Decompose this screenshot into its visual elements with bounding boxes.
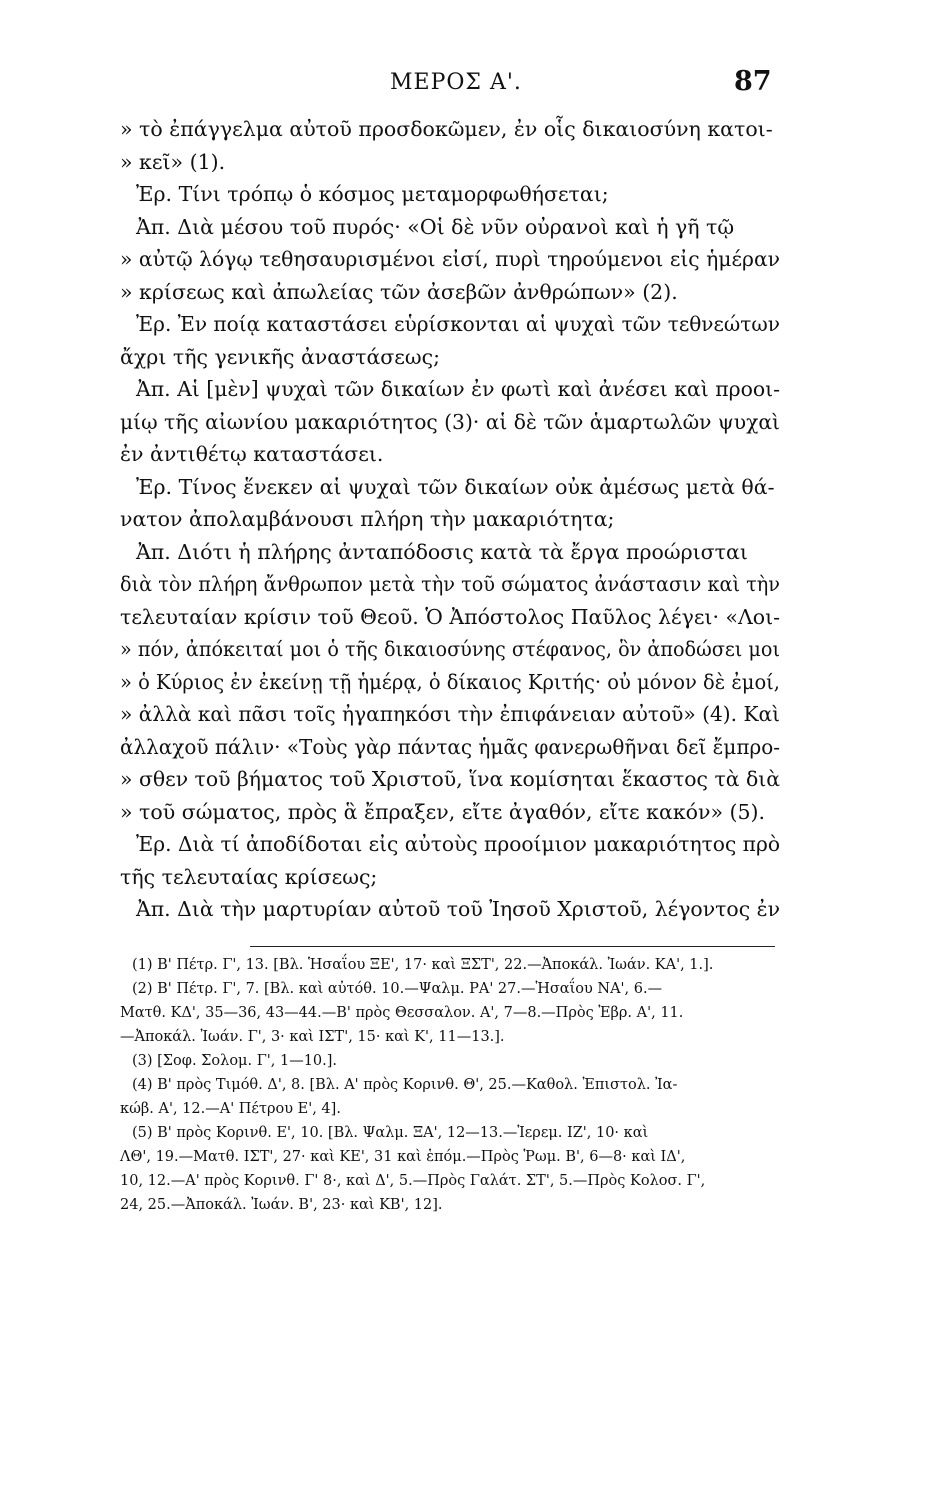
footnote-line: (2) Β' Πέτρ. Γ', 7. [Βλ. καὶ αὐτόθ. 10.—Ψαλμ. ΡΑ' 27.—Ἡσαΐου ΝΑ', 6.— [132,981,663,997]
text-line: » ὁ Κύριος ἐν ἐκείνῃ τῇ ἡμέρᾳ, ὁ δίκαιος Κριτής· οὐ μόνον δὲ ἐμοί, [120,669,780,694]
footnote-line: Ματθ. ΚΔ', 35—36, 43—44.—Β' πρὸς Θεσσαλον. Α', 7—8.—Πρὸς Ἑβρ. Α', 11. [120,1005,684,1021]
text-line: » αὐτῷ λόγῳ τεθησαυρισμένοι εἰσί, πυρὶ τηρούμενοι εἰς ἡμέραν [120,247,780,271]
text-line: Ἐρ. Τίνος ἕνεκεν αἱ ψυχαὶ τῶν δικαίων οὐκ ἀμέσως μετὰ θά- [136,474,775,499]
text-line: Ἀπ. Αἱ [μὲν] ψυχαὶ τῶν δικαίων ἐν φωτὶ καὶ ἀνέσει καὶ προοι- [136,377,780,401]
footnote-line: —Ἀποκάλ. Ἰωάν. Γ', 3· καὶ ΙΣΤ', 15· καὶ Κ', 11—13.]. [120,1029,505,1045]
text-line: τῆς τελευταίας κρίσεως; [120,864,378,889]
footnote-line: 24, 25.—Ἀποκάλ. Ἰωάν. Β', 23· καὶ ΚΒ', 12]. [120,1197,443,1213]
text-line: Ἐρ. Ἐν ποίᾳ καταστάσει εὑρίσκονται αἱ ψυχαὶ τῶν τεθνεώτων [136,312,780,336]
page-number: 87 [734,66,772,97]
text-line: Ἀπ. Διὰ τὴν μαρτυρίαν αὐτοῦ τοῦ Ἰησοῦ Χριστοῦ, λέγοντος ἐν [136,897,780,921]
text-line: » κεῖ» (1). [120,149,226,174]
text-line: ἐν ἀντιθέτῳ καταστάσει. [120,442,384,466]
text-line: » τοῦ σώματος, πρὸς ἃ ἔπραξεν, εἴτε ἀγαθόν, εἴτε κακόν» (5). [120,799,766,824]
footnote-line: (4) Β' πρὸς Τιμόθ. Δ', 8. [Βλ. Α' πρὸς Κορινθ. Θ', 25.—Καθολ. Ἐπιστολ. Ἰα- [132,1077,678,1093]
footnote-line: ΛΘ', 19.—Ματθ. ΙΣΤ', 27· καὶ ΚΕ', 31 καὶ ἑπόμ.—Πρὸς Ῥωμ. Β', 6—8· καὶ ΙΔ', [120,1149,686,1165]
text-line: νατον ἀπολαμβάνουσι πλήρη τὴν μακαριότητα; [120,507,615,531]
main-text [120,113,780,926]
footnote-line: (3) [Σοφ. Σολομ. Γ', 1—10.]. [132,1053,338,1069]
text-line: » ἀλλὰ καὶ πᾶσι τοῖς ἠγαπηκόσι τὴν ἐπιφάνειαν αὐτοῦ» (4). Καὶ [120,702,780,726]
footnote-divider [250,946,775,947]
text-line: ἄχρι τῆς γενικῆς ἀναστάσεως; [120,344,441,369]
text-line: » πόν, ἀπόκειταί μοι ὁ τῆς δικαιοσύνης στέφανος, ὃν ἀποδώσει μοι [120,637,780,661]
footnote-line: κώβ. Α', 12.—Α' Πέτρου Ε', 4]. [120,1101,341,1117]
text-line: Ἀπ. Διότι ἡ πλήρης ἀνταπόδοσις κατὰ τὰ ἔργα προώρισται [136,539,748,564]
text-line: Ἐρ. Διὰ τί ἀποδίδοται εἰς αὐτοὺς προοίμιον μακαριότητος πρὸ [136,832,780,856]
text-line: » κρίσεως καὶ ἀπωλείας τῶν ἀσεβῶν ἀνθρώπων» (2). [120,279,678,304]
text-line: μίῳ τῆς αἰωνίου μακαριότητος (3)· αἱ δὲ τῶν ἁμαρτωλῶν ψυχαὶ [120,409,780,434]
text-line: διὰ τὸν πλήρη ἄνθρωπον μετὰ τὴν τοῦ σώματος ἀνάστασιν καὶ τὴν [120,572,780,596]
text-line: Ἐρ. Τίνι τρόπῳ ὁ κόσμος μεταμορφωθήσεται; [136,182,609,206]
text-line: » τὸ ἐπάγγελμα αὐτοῦ προσδοκῶμεν, ἐν οἷς δικαιοσύνη κατοι- [120,117,773,141]
text-line: » σθεν τοῦ βήματος τοῦ Χριστοῦ, ἵνα κομίσηται ἕκαστος τὰ διὰ [120,767,780,791]
footnote-line: (5) Β' πρὸς Κορινθ. Ε', 10. [Βλ. Ψαλμ. ΞΑ', 12—13.—Ἱερεμ. ΙΖ', 10· καὶ [132,1125,649,1141]
footnotes [120,953,780,1217]
page-header [0,62,952,102]
footnote-line: (1) Β' Πέτρ. Γ', 13. [Βλ. Ἡσαΐου ΞΕ', 17· καὶ ΞΣΤ', 22.—Ἀποκάλ. Ἰωάν. ΚΑ', 1.]. [132,957,714,973]
text-line: τελευταίαν κρίσιν τοῦ Θεοῦ. Ὁ Ἀπόστολος Παῦλος λέγει· «Λοι- [120,604,780,629]
running-title: ΜΕΡΟΣ Α'. [390,70,522,95]
text-line: Ἀπ. Διὰ μέσου τοῦ πυρός· «Οἱ δὲ νῦν οὐρανοὶ καὶ ἡ γῆ τῷ [136,214,735,239]
text-line: ἀλλαχοῦ πάλιν· «Τοὺς γὰρ πάντας ἡμᾶς φανερωθῆναι δεῖ ἔμπρο- [120,734,780,759]
footnote-line: 10, 12.—Α' πρὸς Κορινθ. Γ' 8·, καὶ Δ', 5.—Πρὸς Γαλάτ. ΣΤ', 5.—Πρὸς Κολοσ. Γ', [120,1173,706,1189]
